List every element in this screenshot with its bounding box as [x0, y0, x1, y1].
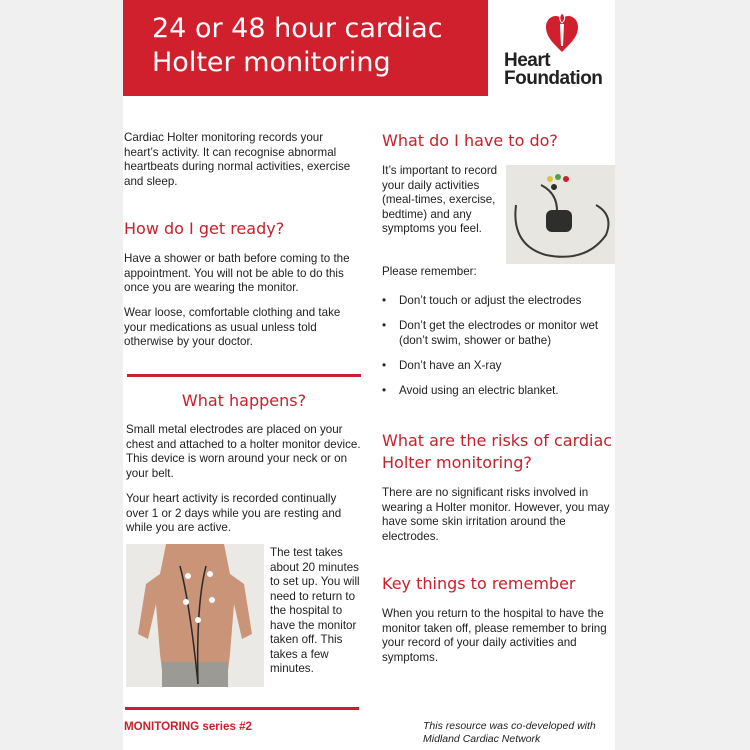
key-heading: Key things to remember [382, 574, 576, 593]
intro-text: Cardiac Holter monitoring records your heart’s activity. It can recognise abnormal heartbeats during normal activities, exercise and sleep. [124, 131, 351, 188]
heart-torch-icon [544, 10, 580, 54]
list-item: • Avoid using an electric blanket. [382, 384, 614, 399]
ready-heading: How do I get ready? [124, 219, 285, 238]
todo-paragraph: It’s important to record your daily activities (meal-times, exercise, bedtime) and any symptoms you feel. [382, 164, 498, 235]
risks-heading: What are the risks of cardiac Holter monitoring? [382, 431, 613, 472]
happens-paragraph-1: Small metal electrodes are placed on your chest and attached to a holter monitor device. This device is worn around your neck or on your belt. [126, 423, 361, 480]
page-title-line2: Holter monitoring [152, 47, 391, 78]
risks-paragraph: There are no significant risks involved in wearing a Holter monitor. However, you may have some skin irritation around the electrodes. [382, 486, 610, 543]
section-divider-top [127, 374, 361, 377]
happens-paragraph-2: Your heart activity is recorded continually over 1 or 2 days while you are resting and while you are active. [126, 492, 342, 534]
document-page [123, 0, 615, 750]
patient-with-electrodes-photo [126, 544, 264, 687]
credit-note: This resource was co-developed with Midland Cardiac Network [423, 720, 596, 745]
heart-foundation-logo [504, 10, 614, 92]
remember-list [382, 294, 614, 409]
section-divider-bottom [125, 707, 359, 710]
key-paragraph: When you return to the hospital to have the monitor taken off, please remember to bring your record of your daily activities and symptoms. [382, 607, 607, 664]
logo-line2: Foundation [504, 68, 603, 89]
page-title-line1: 24 or 48 hour cardiac [152, 13, 443, 44]
logo-wordmark [504, 52, 602, 88]
holter-monitor-photo [506, 165, 615, 264]
happens-heading: What happens? [181, 391, 307, 410]
title-banner [123, 0, 488, 96]
series-label: MONITORING series #2 [124, 720, 253, 733]
logo-line1: Heart [504, 50, 551, 71]
todo-heading: What do I have to do? [382, 131, 558, 150]
happens-paragraph-3: The test takes about 20 minutes to set up. You will need to return to the hospital to have the monitor taken off. This takes a few minutes. [270, 546, 360, 675]
list-item: • Don’t have an X-ray [382, 359, 614, 374]
page-title [152, 12, 482, 80]
remember-label: Please remember: [382, 265, 477, 278]
list-item: • Don’t touch or adjust the electrodes [382, 294, 614, 309]
ready-paragraph-1: Have a shower or bath before coming to the appointment. You will not be able to do this once you are wearing the monitor. [124, 252, 350, 294]
list-item: • Don’t get the electrodes or monitor wet (don’t swim, shower or bathe) [382, 319, 614, 348]
ready-paragraph-2: Wear loose, comfortable clothing and take your medications as usual unless told otherwise by your doctor. [124, 306, 341, 348]
